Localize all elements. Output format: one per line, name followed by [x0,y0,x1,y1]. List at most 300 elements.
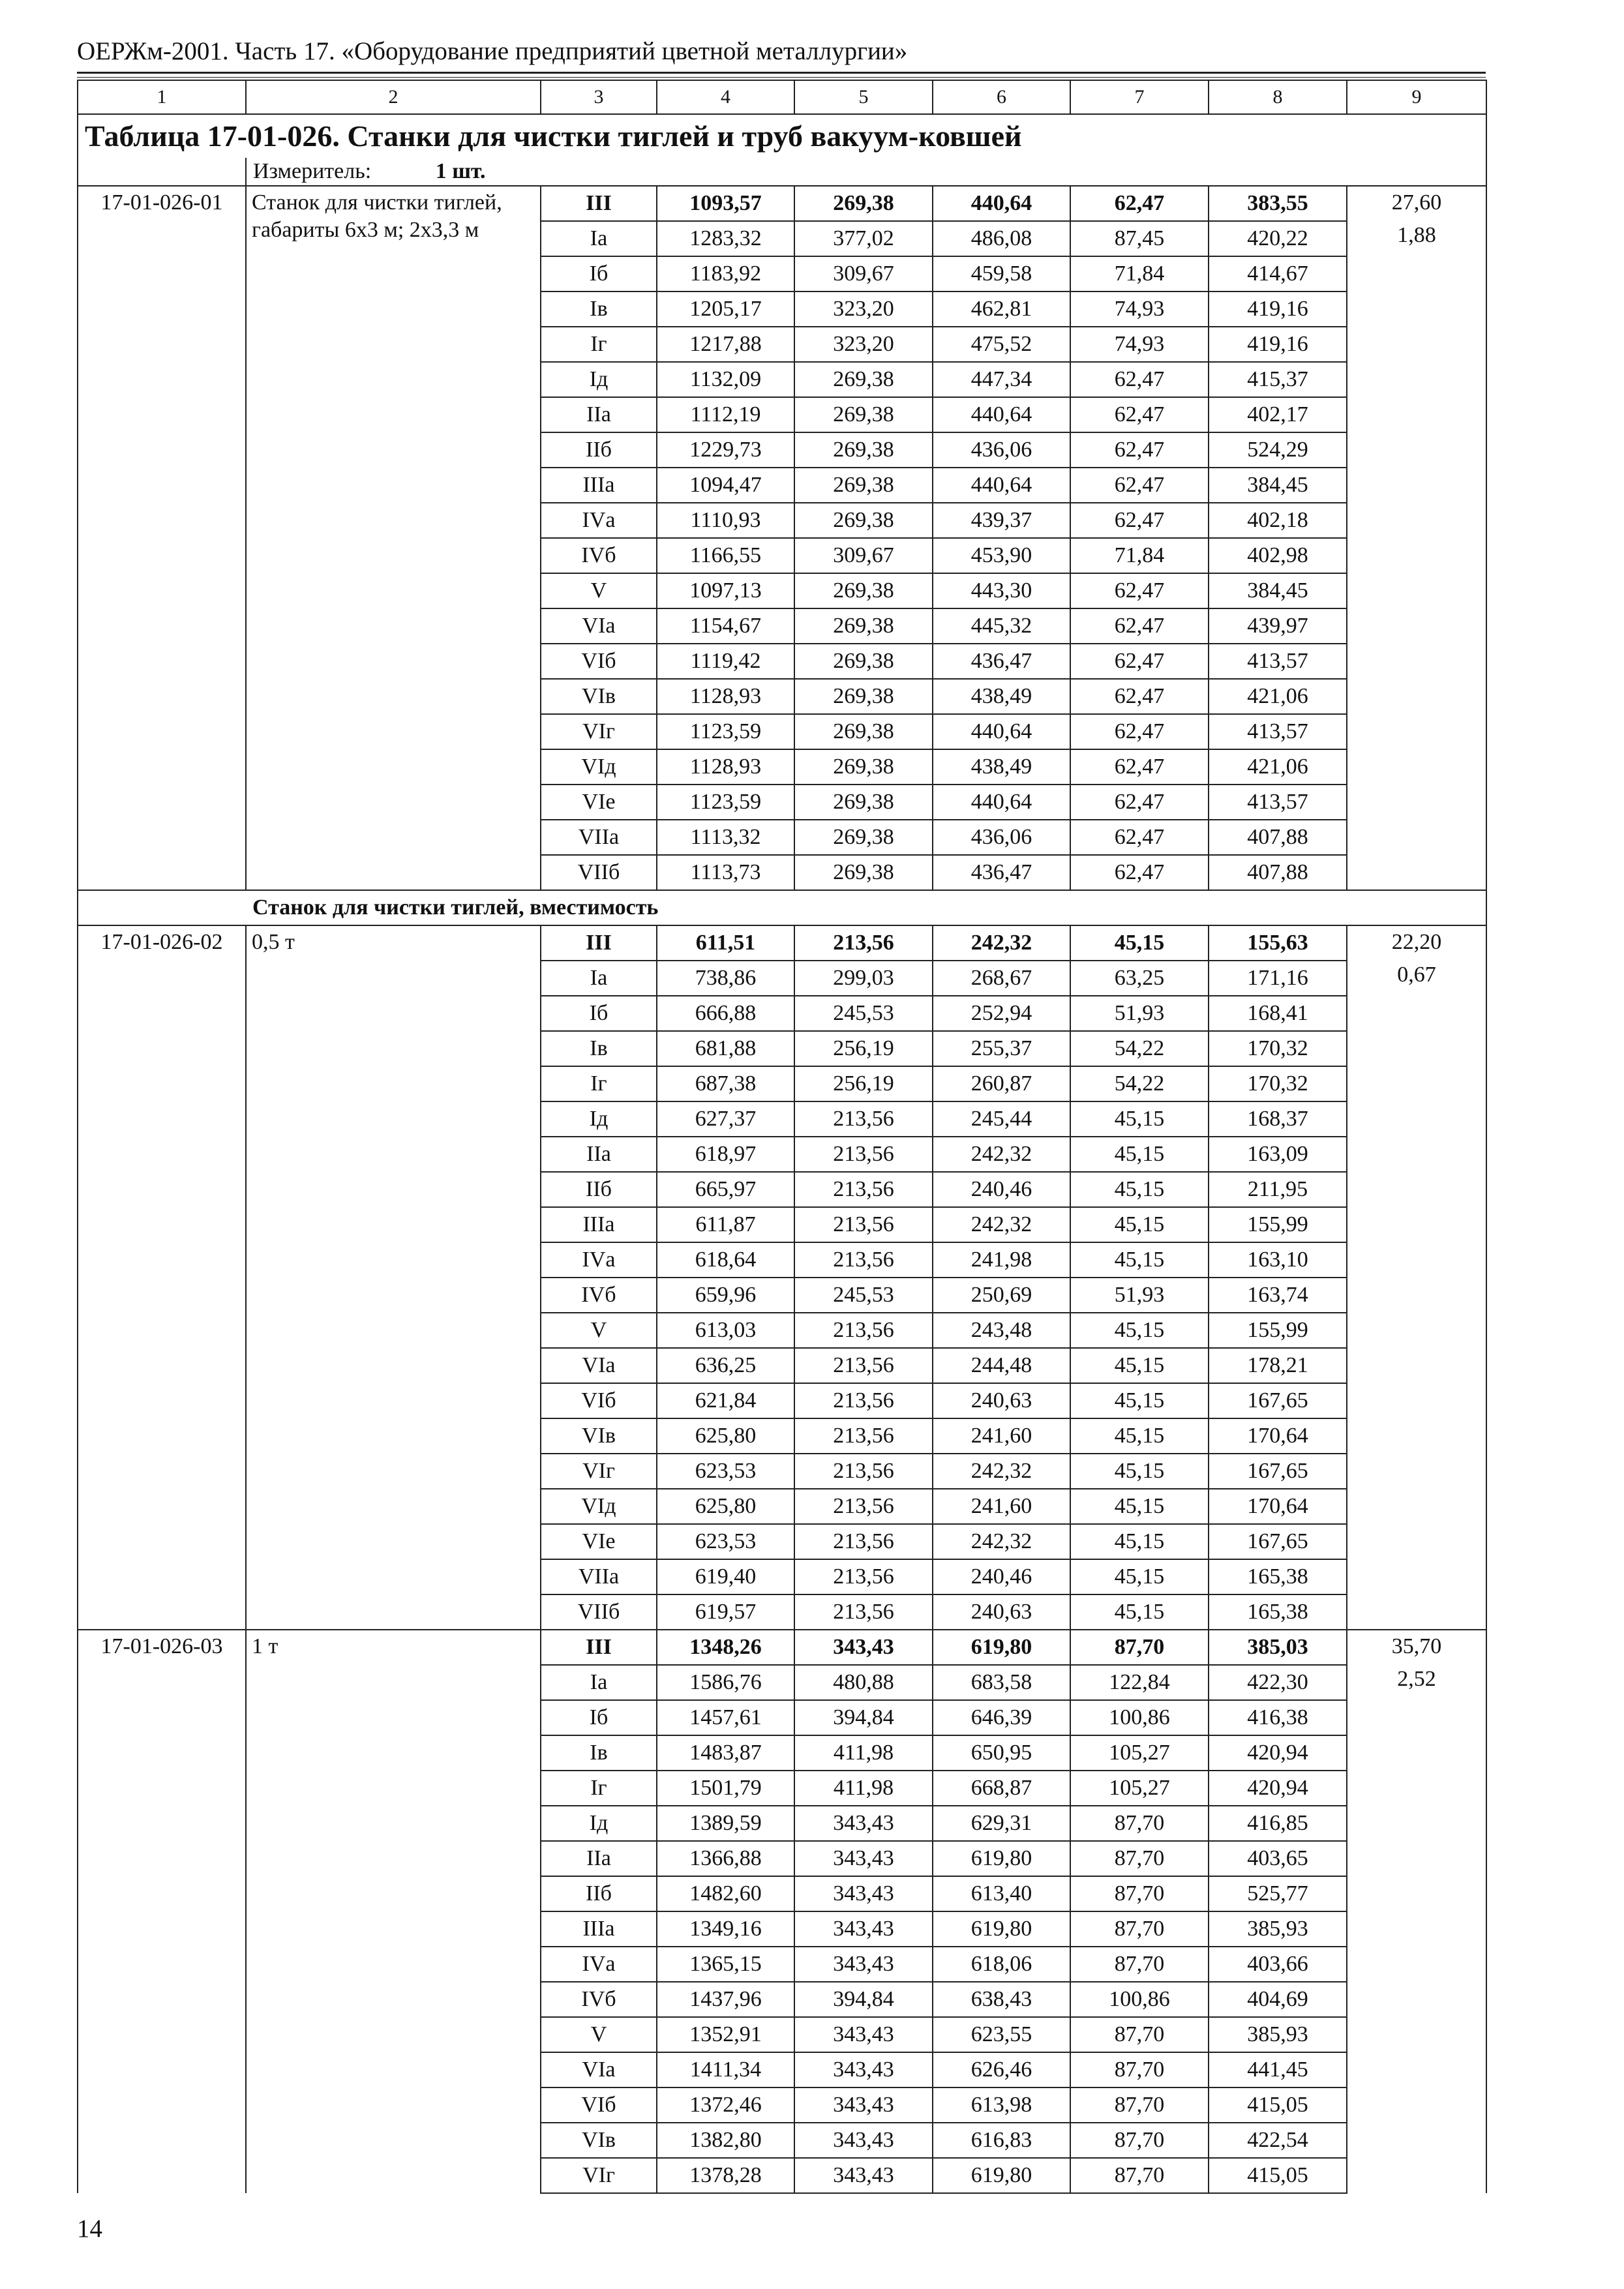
price-cell: 619,57 [657,1594,794,1630]
price-cell: 480,88 [794,1665,933,1700]
price-cell: 623,53 [657,1454,794,1489]
price-cell: 87,70 [1070,1911,1209,1947]
price-cell: 240,46 [933,1172,1070,1207]
zone-class-cell: IVа [541,503,657,538]
zone-class-cell: VIд [541,749,657,785]
price-cell: 165,38 [1209,1594,1347,1630]
zone-class-cell: Iб [541,1700,657,1735]
labor-value: 22,20 [1391,930,1442,954]
zone-class-cell: VIIа [541,1559,657,1594]
price-cell: 420,22 [1209,221,1347,256]
price-cell: 62,47 [1070,785,1209,820]
price-cell: 419,16 [1209,292,1347,327]
price-table-container [77,80,1486,2194]
measure-spacer [78,158,246,186]
price-cell: 213,56 [794,1383,933,1418]
price-cell: 45,15 [1070,925,1209,961]
price-cell: 421,06 [1209,749,1347,785]
price-cell: 343,43 [794,2158,933,2193]
price-cell: 245,53 [794,996,933,1031]
price-cell: 1283,32 [657,221,794,256]
price-cell: 213,56 [794,1348,933,1383]
column-number-row [78,80,1486,114]
price-cell: 323,20 [794,327,933,362]
price-cell: 459,58 [933,256,1070,292]
price-cell: 260,87 [933,1066,1070,1101]
price-cell: 45,15 [1070,1383,1209,1418]
price-cell: 269,38 [794,679,933,714]
price-cell: 413,57 [1209,644,1347,679]
zone-class-cell: Iг [541,1771,657,1806]
price-cell: 416,38 [1209,1700,1347,1735]
zone-class-cell: IIIа [541,468,657,503]
price-cell: 245,44 [933,1101,1070,1137]
price-cell: 105,27 [1070,1771,1209,1806]
price-cell: 623,53 [657,1524,794,1559]
zone-class-cell: VIв [541,1418,657,1454]
price-cell: 402,98 [1209,538,1347,573]
price-cell: 613,40 [933,1876,1070,1911]
zone-class-cell: Iд [541,1806,657,1841]
price-cell: 45,15 [1070,1418,1209,1454]
price-cell: 1132,09 [657,362,794,397]
price-cell: 241,98 [933,1242,1070,1278]
zone-class-cell: VIа [541,608,657,644]
price-cell: 87,70 [1070,2052,1209,2087]
price-cell: 421,06 [1209,679,1347,714]
price-cell: 385,93 [1209,2017,1347,2052]
price-cell: 87,70 [1070,1806,1209,1841]
price-cell: 447,34 [933,362,1070,397]
price-cell: 440,64 [933,397,1070,432]
price-cell: 445,32 [933,608,1070,644]
zone-class-cell: III [541,1630,657,1665]
price-cell: 269,38 [794,644,933,679]
price-cell: 407,88 [1209,855,1347,890]
zone-class-cell: IIб [541,1876,657,1911]
price-cell: 45,15 [1070,1313,1209,1348]
zone-class-cell: VIе [541,785,657,820]
price-cell: 343,43 [794,2017,933,2052]
zone-class-cell: VIIб [541,1594,657,1630]
price-cell: 269,38 [794,468,933,503]
price-cell: 618,97 [657,1137,794,1172]
section-header: Станок для чистки тиглей, вместимость [246,890,1486,925]
price-cell: 629,31 [933,1806,1070,1841]
price-cell: 171,16 [1209,961,1347,996]
labor-value: 27,60 [1391,190,1442,215]
price-cell: 54,22 [1070,1031,1209,1066]
table-row [78,925,1486,961]
price-cell: 165,38 [1209,1559,1347,1594]
zone-class-cell: IIа [541,1137,657,1172]
price-cell: 343,43 [794,2052,933,2087]
price-cell: 613,98 [933,2087,1070,2123]
price-cell: 440,64 [933,714,1070,749]
price-cell: 1119,42 [657,644,794,679]
price-cell: 213,56 [794,1418,933,1454]
price-cell: 269,38 [794,608,933,644]
price-cell: 422,30 [1209,1665,1347,1700]
zone-class-cell: VIIб [541,855,657,890]
price-cell: 87,70 [1070,2017,1209,2052]
price-cell: 213,56 [794,925,933,961]
price-table-body [78,80,1486,2193]
zone-class-cell: IVа [541,1242,657,1278]
price-cell: 62,47 [1070,855,1209,890]
price-cell: 1457,61 [657,1700,794,1735]
labor-value: 0,67 [1397,963,1436,987]
price-cell: 683,58 [933,1665,1070,1700]
labor-cell [1347,1630,1486,2193]
price-cell: 385,03 [1209,1630,1347,1665]
price-cell: 155,63 [1209,925,1347,961]
price-cell: 170,32 [1209,1066,1347,1101]
price-cell: 213,56 [794,1489,933,1524]
table-title: Таблица 17-01-026. Станки для чистки тиглей и труб вакуум-ковшей [78,114,1486,158]
zone-class-cell: V [541,2017,657,2052]
price-cell: 1183,92 [657,256,794,292]
price-cell: 45,15 [1070,1454,1209,1489]
price-cell: 413,57 [1209,714,1347,749]
price-cell: 213,56 [794,1137,933,1172]
page-number: 14 [77,2215,102,2243]
price-cell: 1113,73 [657,855,794,890]
price-cell: 1482,60 [657,1876,794,1911]
price-cell: 402,17 [1209,397,1347,432]
price-cell: 269,38 [794,397,933,432]
price-cell: 178,21 [1209,1348,1347,1383]
price-cell: 62,47 [1070,186,1209,221]
zone-class-cell: VIг [541,1454,657,1489]
price-cell: 441,45 [1209,2052,1347,2087]
price-cell: 343,43 [794,2123,933,2158]
price-cell: 475,52 [933,327,1070,362]
price-cell: 1093,57 [657,186,794,221]
zone-class-cell: V [541,573,657,608]
price-cell: 343,43 [794,1806,933,1841]
price-cell: 1365,15 [657,1947,794,1982]
zone-class-cell: Iб [541,996,657,1031]
zone-class-cell: VIIа [541,820,657,855]
zone-class-cell: III [541,925,657,961]
zone-class-cell: IIб [541,432,657,468]
column-number: 8 [1209,80,1347,114]
price-cell: 170,64 [1209,1418,1347,1454]
zone-class-cell: Iв [541,292,657,327]
price-cell: 681,88 [657,1031,794,1066]
price-cell: 1113,32 [657,820,794,855]
price-cell: 62,47 [1070,714,1209,749]
price-cell: 1437,96 [657,1982,794,2017]
price-cell: 71,84 [1070,538,1209,573]
price-cell: 105,27 [1070,1735,1209,1771]
zone-class-cell: VIе [541,1524,657,1559]
zone-class-cell: IIIа [541,1911,657,1947]
price-cell: 1349,16 [657,1911,794,1947]
price-cell: 621,84 [657,1383,794,1418]
table-title-row [78,114,1486,158]
price-cell: 241,60 [933,1418,1070,1454]
price-cell: 309,67 [794,256,933,292]
price-cell: 626,46 [933,2052,1070,2087]
price-cell: 242,32 [933,1524,1070,1559]
header-rule [77,72,1486,74]
price-cell: 62,47 [1070,573,1209,608]
price-cell: 163,09 [1209,1137,1347,1172]
column-number: 5 [794,80,933,114]
price-cell: 402,18 [1209,503,1347,538]
price-cell: 1586,76 [657,1665,794,1700]
price-cell: 62,47 [1070,503,1209,538]
price-cell: 269,38 [794,820,933,855]
price-cell: 242,32 [933,925,1070,961]
price-cell: 243,48 [933,1313,1070,1348]
price-cell: 213,56 [794,1594,933,1630]
price-cell: 45,15 [1070,1594,1209,1630]
price-cell: 420,94 [1209,1771,1347,1806]
price-cell: 415,37 [1209,362,1347,397]
price-cell: 625,80 [657,1489,794,1524]
price-cell: 170,32 [1209,1031,1347,1066]
price-cell: 62,47 [1070,397,1209,432]
price-cell: 63,25 [1070,961,1209,996]
zone-class-cell: Iб [541,256,657,292]
price-cell: 415,05 [1209,2158,1347,2193]
price-cell: 87,70 [1070,2087,1209,2123]
column-number: 2 [246,80,541,114]
price-cell: 213,56 [794,1524,933,1559]
price-cell: 155,99 [1209,1207,1347,1242]
zone-class-cell: IIIа [541,1207,657,1242]
price-cell: 256,19 [794,1066,933,1101]
price-cell: 87,45 [1070,221,1209,256]
price-cell: 1128,93 [657,679,794,714]
price-cell: 252,94 [933,996,1070,1031]
price-cell: 45,15 [1070,1242,1209,1278]
price-cell: 1097,13 [657,573,794,608]
price-cell: 45,15 [1070,1348,1209,1383]
price-cell: 242,32 [933,1454,1070,1489]
zone-class-cell: VIд [541,1489,657,1524]
price-cell: 619,80 [933,1630,1070,1665]
price-cell: 269,38 [794,785,933,820]
zone-class-cell: VIг [541,714,657,749]
price-table [77,80,1487,2194]
zone-class-cell: VIв [541,2123,657,2158]
price-cell: 51,93 [1070,1278,1209,1313]
price-cell: 385,93 [1209,1911,1347,1947]
price-cell: 87,70 [1070,2158,1209,2193]
price-cell: 1154,67 [657,608,794,644]
price-cell: 45,15 [1070,1524,1209,1559]
price-cell: 240,63 [933,1383,1070,1418]
price-cell: 440,64 [933,785,1070,820]
price-cell: 100,86 [1070,1982,1209,2017]
price-cell: 1411,34 [657,2052,794,2087]
zone-class-cell: VIв [541,679,657,714]
column-number: 4 [657,80,794,114]
column-number: 6 [933,80,1070,114]
price-cell: 168,37 [1209,1101,1347,1137]
labor-cell [1347,186,1486,890]
item-code: 17-01-026-02 [78,925,246,1630]
price-cell: 613,03 [657,1313,794,1348]
price-cell: 443,30 [933,573,1070,608]
price-cell: 439,97 [1209,608,1347,644]
price-cell: 438,49 [933,749,1070,785]
price-cell: 1378,28 [657,2158,794,2193]
column-number: 9 [1347,80,1486,114]
price-cell: 269,38 [794,714,933,749]
price-cell: 71,84 [1070,256,1209,292]
price-cell: 623,55 [933,2017,1070,2052]
price-cell: 269,38 [794,855,933,890]
price-cell: 299,03 [794,961,933,996]
price-cell: 1110,93 [657,503,794,538]
price-cell: 62,47 [1070,468,1209,503]
price-cell: 1229,73 [657,432,794,468]
item-description: 1 т [246,1630,541,2193]
price-cell: 87,70 [1070,1841,1209,1876]
price-cell: 415,05 [1209,2087,1347,2123]
price-cell: 411,98 [794,1771,933,1806]
price-cell: 616,83 [933,2123,1070,2158]
price-cell: 343,43 [794,1947,933,1982]
price-cell: 213,56 [794,1313,933,1348]
price-cell: 1483,87 [657,1735,794,1771]
price-cell: 436,06 [933,820,1070,855]
running-header: ОЕРЖм-2001. Часть 17. «Оборудование предприятий цветной металлургии» [77,37,908,65]
price-cell: 1501,79 [657,1771,794,1806]
zone-class-cell: IVб [541,1278,657,1313]
price-cell: 343,43 [794,1876,933,1911]
price-cell: 666,88 [657,996,794,1031]
column-number: 7 [1070,80,1209,114]
price-cell: 436,06 [933,432,1070,468]
section-spacer [78,890,246,925]
price-cell: 414,67 [1209,256,1347,292]
zone-class-cell: III [541,186,657,221]
price-cell: 343,43 [794,1911,933,1947]
price-cell: 413,57 [1209,785,1347,820]
zone-class-cell: VIб [541,1383,657,1418]
price-cell: 625,80 [657,1418,794,1454]
price-cell: 1352,91 [657,2017,794,2052]
price-cell: 525,77 [1209,1876,1347,1911]
zone-class-cell: VIа [541,1348,657,1383]
price-cell: 440,64 [933,468,1070,503]
price-cell: 411,98 [794,1735,933,1771]
price-cell: 383,55 [1209,186,1347,221]
price-cell: 384,45 [1209,468,1347,503]
price-cell: 524,29 [1209,432,1347,468]
price-cell: 241,60 [933,1489,1070,1524]
price-cell: 1372,46 [657,2087,794,2123]
price-cell: 659,96 [657,1278,794,1313]
price-cell: 436,47 [933,644,1070,679]
measure-cell [246,158,1486,186]
zone-class-cell: V [541,1313,657,1348]
price-cell: 167,65 [1209,1383,1347,1418]
price-cell: 242,32 [933,1207,1070,1242]
price-cell: 87,70 [1070,1876,1209,1911]
price-cell: 619,80 [933,1911,1070,1947]
price-cell: 439,37 [933,503,1070,538]
price-cell: 269,38 [794,749,933,785]
price-cell: 51,93 [1070,996,1209,1031]
price-cell: 269,38 [794,362,933,397]
price-cell: 100,86 [1070,1700,1209,1735]
zone-class-cell: VIа [541,2052,657,2087]
price-cell: 1366,88 [657,1841,794,1876]
zone-class-cell: Iв [541,1735,657,1771]
labor-value: 2,52 [1397,1667,1436,1691]
price-cell: 87,70 [1070,2123,1209,2158]
price-cell: 255,37 [933,1031,1070,1066]
zone-class-cell: Iг [541,327,657,362]
table-row [78,1630,1486,1665]
price-cell: 211,95 [1209,1172,1347,1207]
zone-class-cell: IIб [541,1172,657,1207]
price-cell: 486,08 [933,221,1070,256]
price-cell: 627,37 [657,1101,794,1137]
zone-class-cell: IVб [541,1982,657,2017]
price-cell: 422,54 [1209,2123,1347,2158]
price-cell: 343,43 [794,2087,933,2123]
price-cell: 638,43 [933,1982,1070,2017]
zone-class-cell: VIб [541,2087,657,2123]
price-cell: 404,69 [1209,1982,1347,2017]
price-cell: 62,47 [1070,432,1209,468]
price-cell: 45,15 [1070,1172,1209,1207]
price-cell: 1112,19 [657,397,794,432]
zone-class-cell: Iд [541,1101,657,1137]
price-cell: 213,56 [794,1559,933,1594]
price-cell: 1123,59 [657,714,794,749]
price-cell: 668,87 [933,1771,1070,1806]
price-cell: 687,38 [657,1066,794,1101]
price-cell: 155,99 [1209,1313,1347,1348]
price-cell: 1128,93 [657,749,794,785]
price-cell: 62,47 [1070,362,1209,397]
price-cell: 245,53 [794,1278,933,1313]
zone-class-cell: Iд [541,362,657,397]
price-cell: 1217,88 [657,327,794,362]
price-cell: 618,06 [933,1947,1070,1982]
item-description: Станок для чистки тиглей, габариты 6х3 м; 2х3,3 м [246,186,541,890]
header-rule-thin [77,77,1486,78]
price-cell: 1166,55 [657,538,794,573]
zone-class-cell: IIа [541,1841,657,1876]
price-cell: 309,67 [794,538,933,573]
price-cell: 269,38 [794,573,933,608]
price-cell: 1389,59 [657,1806,794,1841]
price-cell: 1094,47 [657,468,794,503]
price-cell: 440,64 [933,186,1070,221]
price-cell: 420,94 [1209,1735,1347,1771]
labor-value: 1,88 [1397,223,1436,247]
price-cell: 45,15 [1070,1489,1209,1524]
price-cell: 416,85 [1209,1806,1347,1841]
price-cell: 240,63 [933,1594,1070,1630]
price-cell: 122,84 [1070,1665,1209,1700]
price-cell: 1205,17 [657,292,794,327]
price-cell: 738,86 [657,961,794,996]
table-row [78,186,1486,221]
price-cell: 665,97 [657,1172,794,1207]
price-cell: 170,64 [1209,1489,1347,1524]
